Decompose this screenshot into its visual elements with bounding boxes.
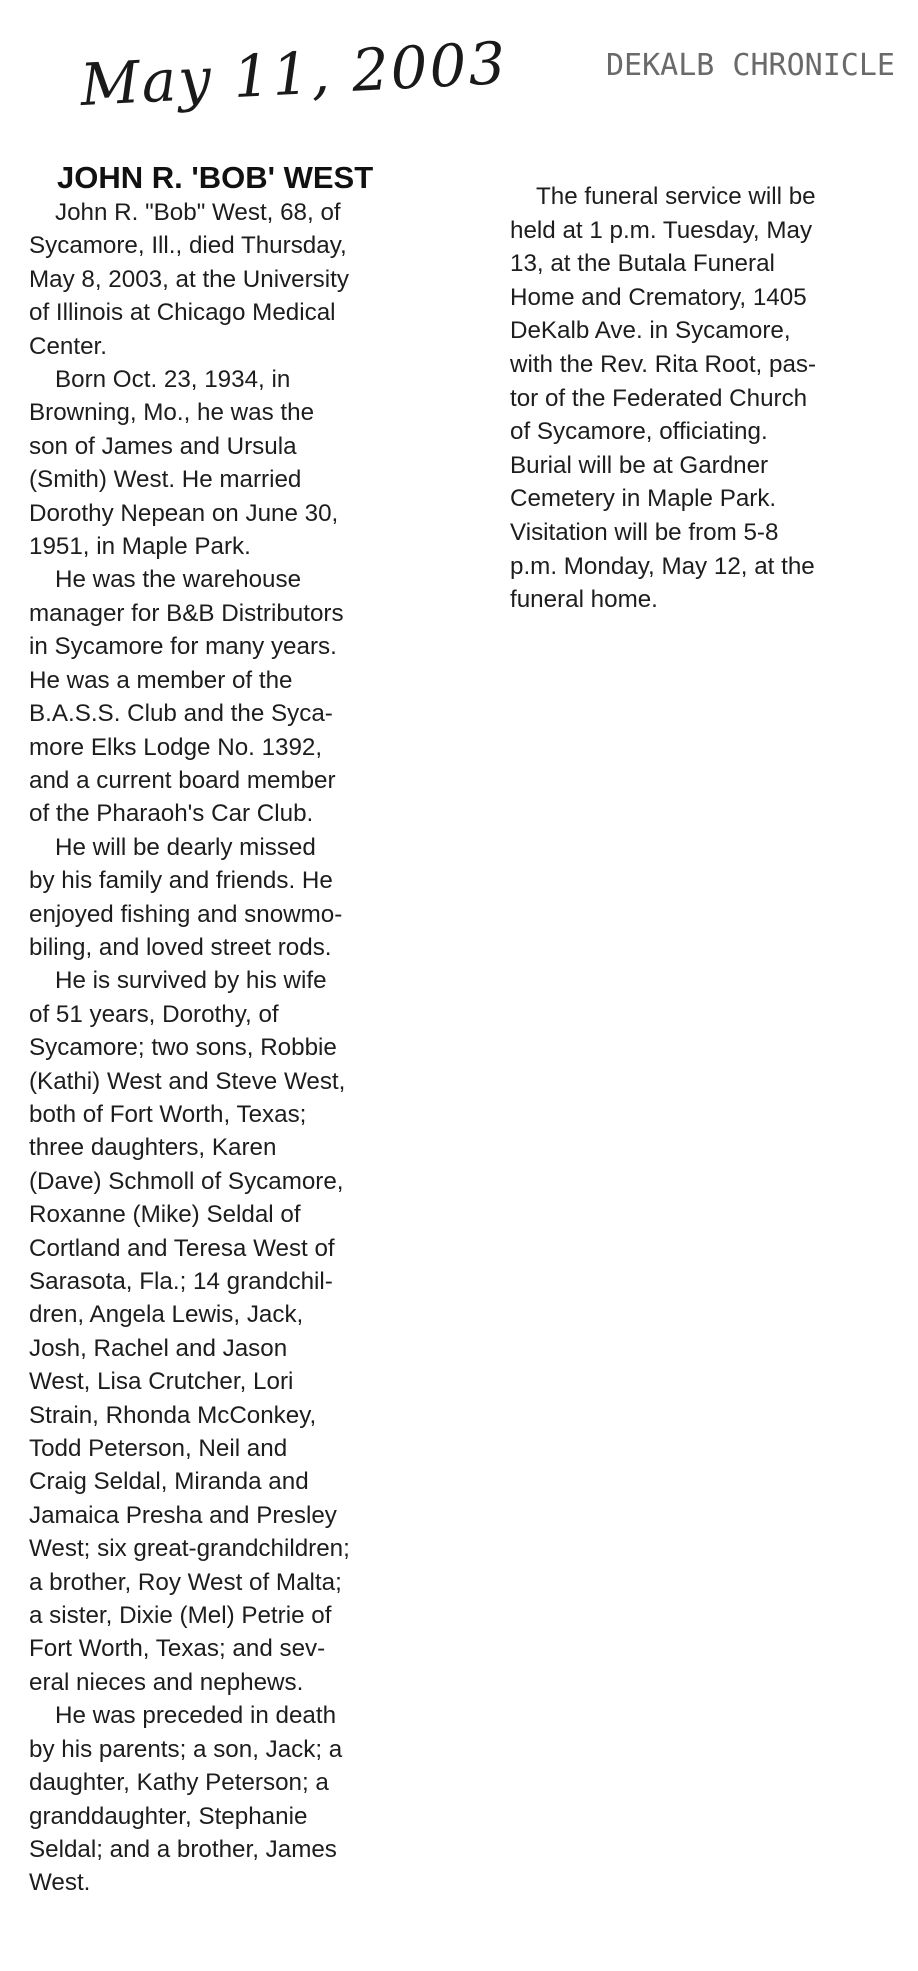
funeral-service-paragraph: The funeral service will be held at 1 p.m. Tuesday, May 13, at the Butala Funeral Home and Crematory, 1405 DeKalb Ave. in Sycamore, with the Rev. Rita Root, pas- tor of the Federated Church of Sycamore, officiating. Burial will be at Gardner Cemetery in Maple Park. Visitation will be from 5-8 p.m. Monday, May 12, at the funeral home. <box>510 183 817 614</box>
newspaper-masthead: DEKALB CHRONICLE <box>606 48 895 83</box>
handwritten-date: May 11, 2003 <box>78 28 509 120</box>
hobbies-paragraph: He will be dearly missed by his family and friends. He enjoyed fishing and snowmo- biling, and loved street rods. <box>29 833 343 961</box>
career-paragraph: He was the warehouse manager for B&B Distributors in Sycamore for many years. He was a member of the B.A.S.S. Club and the Syca- more Elks Lodge No. 1392, and a current board member of the Pharaoh's Car Club. <box>29 566 344 828</box>
preceded-in-death-paragraph: He was preceded in death by his parents; a son, Jack; a daughter, Kathy Peterson; a granddaughter, Stephanie Seldal; and a brother, James West. <box>29 1702 343 1897</box>
birth-marriage-paragraph: Born Oct. 23, 1934, in Browning, Mo., he was the son of James and Ursula (Smith) West. He married Dorothy Nepean on June 30, 1951, in Maple Park. <box>29 366 339 561</box>
obituary-headline: JOHN R. 'BOB' WEST <box>57 160 374 195</box>
death-announcement-paragraph: John R. "Bob" West, 68, of Sycamore, Ill., died Thursday, May 8, 2003, at the University of Illinois at Chicago Medical Center. <box>29 199 349 360</box>
obituary-right-column <box>510 180 890 617</box>
obituary-left-column <box>29 160 419 1900</box>
survivors-paragraph: He is survived by his wife of 51 years, Dorothy, of Sycamore; two sons, Robbie (Kathi) West and Steve West, both of Fort Worth, Texas; three daughters, Karen (Dave) Schmoll of Sycamore, Roxanne (Mike) Seldal of Cortland and Teresa West of Sarasota, Fla.; 14 grandchil- dren, Angela Lewis, Jack, Josh, Rachel and Jason West, Lisa Crutcher, Lori Strain, Rhonda McConkey, Todd Peterson, Neil and Craig Seldal, Miranda and Jamaica Presha and Presley West; six great-grandchildren; a brother, Roy West of Malta; a sister, Dixie (Mel) Petrie of Fort Worth, Texas; and sev- eral nieces and nephews. <box>29 967 350 1696</box>
